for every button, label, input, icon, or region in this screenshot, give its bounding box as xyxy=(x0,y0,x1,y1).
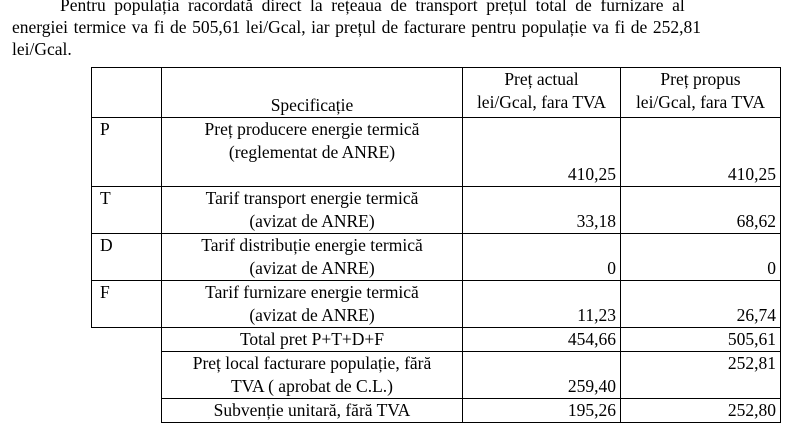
row-spec-line-1: Tarif distribuție energie termică xyxy=(201,235,423,255)
total-spec: Total pret P+T+D+F xyxy=(162,328,463,352)
row-spec xyxy=(162,234,463,281)
header-current xyxy=(463,68,621,118)
intro-line-3: lei/Gcal. xyxy=(12,39,72,59)
row-current-value: 0 xyxy=(463,234,621,281)
row-spec-line-1: Preț producere energie termică xyxy=(204,119,420,139)
local-billing-row xyxy=(92,352,781,399)
header-proposed-line-2: lei/Gcal, fara TVA xyxy=(635,92,766,112)
table-header-row xyxy=(92,68,781,118)
row-current-value: 11,23 xyxy=(463,281,621,328)
subsidy-current-value: 195,26 xyxy=(463,399,621,423)
row-proposed-value: 68,62 xyxy=(621,187,781,234)
header-proposed-line-1: Preț propus xyxy=(660,69,741,89)
local-current-value: 259,40 xyxy=(463,352,621,399)
total-proposed-value: 505,61 xyxy=(621,328,781,352)
row-proposed-value: 410,25 xyxy=(621,118,781,187)
header-spec xyxy=(162,68,463,118)
local-code-cell xyxy=(92,352,162,399)
table-row xyxy=(92,187,781,234)
subsidy-row xyxy=(92,399,781,423)
subsidy-spec: Subvenție unitară, fără TVA xyxy=(162,399,463,423)
row-spec xyxy=(162,281,463,328)
row-spec-line-2: (reglementat de ANRE) xyxy=(228,142,396,162)
subsidy-proposed-value: 252,80 xyxy=(621,399,781,423)
row-spec-line-2: (avizat de ANRE) xyxy=(249,258,375,278)
row-proposed-value: 0 xyxy=(621,234,781,281)
header-spec-label: Specificație xyxy=(270,95,354,115)
row-current-value: 33,18 xyxy=(463,187,621,234)
local-spec-line-2: TVA ( aprobat de C.L.) xyxy=(230,376,393,396)
row-code: T xyxy=(92,187,162,234)
row-spec-line-2: (avizat de ANRE) xyxy=(249,305,375,325)
intro-line-1: Pentru populația racordată direct la rețeaua de transport prețul total de furnizare al xyxy=(60,0,685,15)
total-current-value: 454,66 xyxy=(463,328,621,352)
table-row xyxy=(92,118,781,187)
row-proposed-value: 26,74 xyxy=(621,281,781,328)
subsidy-code-cell xyxy=(92,399,162,423)
row-spec xyxy=(162,187,463,234)
row-code: D xyxy=(92,234,162,281)
local-spec xyxy=(162,352,463,399)
row-code: F xyxy=(92,281,162,328)
row-spec-line-2: (avizat de ANRE) xyxy=(249,211,375,231)
row-spec xyxy=(162,118,463,187)
row-code: P xyxy=(92,118,162,187)
total-code-cell xyxy=(92,328,162,352)
header-proposed xyxy=(621,68,781,118)
total-row xyxy=(92,328,781,352)
table-row xyxy=(92,281,781,328)
row-current-value: 410,25 xyxy=(463,118,621,187)
tariff-table xyxy=(91,67,781,423)
intro-paragraph xyxy=(12,0,792,60)
local-proposed-value: 252,81 xyxy=(621,352,781,399)
header-current-line-1: Preț actual xyxy=(504,69,579,89)
table-row xyxy=(92,234,781,281)
row-spec-line-1: Tarif transport energie termică xyxy=(205,188,419,208)
row-spec-line-1: Tarif furnizare energie termică xyxy=(205,282,419,302)
header-code-cell xyxy=(92,68,162,118)
local-spec-line-1: Preț local facturare populație, fără xyxy=(192,353,432,373)
intro-line-2: energiei termice va fi de 505,61 lei/Gcal, iar prețul de facturare pentru populație va fi de 252,81 xyxy=(12,17,701,37)
header-current-line-2: lei/Gcal, fara TVA xyxy=(476,92,607,112)
